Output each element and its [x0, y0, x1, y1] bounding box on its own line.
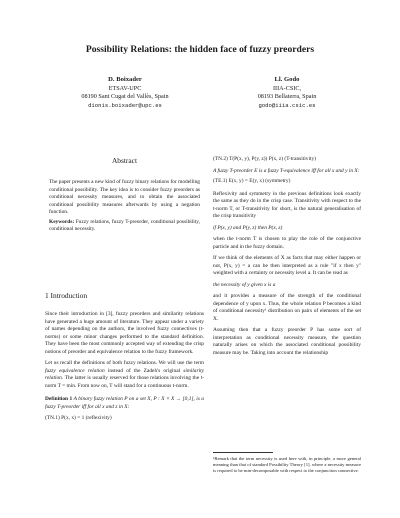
- equivalence-definition: A fuzzy T-preorder E is a fuzzy T-equivalence iff for all x and y in X:: [213, 167, 360, 174]
- right-paragraph-3: If we think of the elements of X as facts that may either happen or not, P(x, y) = a can be then interpreted as a rule "if x then y" weighted with a certainty or necessity level a. It can be read as: [213, 255, 361, 276]
- footnote-rule: [213, 452, 273, 453]
- author-address: 08193 Bellaterra, Spain: [257, 93, 317, 101]
- intro-text: The latter is usually reserved for those relations involving the t-norm T = min. From now on, T will stand for a continuous t-norm.: [45, 375, 204, 389]
- abstract-heading: Abstract: [111, 156, 138, 165]
- author-affiliation: ETSAV-UPC: [108, 84, 142, 92]
- abstract-body: The paper presents a new kind of fuzzy binary relations for modelling conditional possibility. The key idea is to consider fuzzy preorders as conditional necessity measures, and to obtain the associated conditional possibility measures afterwards by using a negation function.: [49, 179, 200, 215]
- keywords: [45, 219, 204, 234]
- right-paragraph-4: and it provides a measure of the strength of the conditional dependence of y upon x. Thus, the whole relation P becomes a kind of conditional necessity¹ distribution on pairs of elements of the set X.: [213, 293, 361, 322]
- property-te1: (TE.1) E(x, y) = E(y, x) (symmetry): [213, 178, 291, 184]
- formula-transitivity: if P(x, y) and P(y, z) then P(x, z): [213, 224, 283, 231]
- author-affiliation: IIIA-CSIC,: [272, 84, 301, 92]
- intro-text: Let us recall the definitions of both fuzzy relations. We will use the term: [45, 360, 204, 366]
- author-block-1: [60, 76, 190, 110]
- author-name: Ll. Godo: [274, 76, 300, 83]
- right-paragraph-1: Reflexivity and symmetry in the previous definitions look exactly the same as they do in the crisp case. Transitivity with respect to the t-norm T, or T-transitivity for short, is the natural generalisation of the crisp transitivity: [213, 190, 361, 219]
- intro-text: instead of the Zadeh's original: [107, 367, 181, 374]
- definition-text: A binary fuzzy relation P on a set X, P : X × X → [0,1], is a fuzzy T-preorder iff for all x and z in X:: [45, 396, 204, 410]
- paper-title: Possibility Relations: the hidden face of fuzzy preorders: [85, 44, 315, 55]
- property-tn1: (TN.1) P(x, x) = 1 (reflexivity): [45, 415, 112, 421]
- intro-emph: similarity relation.: [45, 367, 204, 381]
- right-paragraph-2: when the t-norm T is chosen to play the role of the conjunctive particle and in the fuzzy domain.: [213, 236, 361, 250]
- intro-paragraph-1: Since their introduction in [3], fuzzy preorders and similarity relations have generated a huge amount of literature. They appear under a variety of names depending on the authors, the involved fuzzy connectives (t-norms) or some minor changes performed to the standard definition. They have been the most commonly accepted way of extending the crisp notions of preorder and equivalence relation to the fuzzy framework.: [45, 311, 204, 355]
- author-email[interactable]: godo@iiia.csic.es: [258, 101, 316, 109]
- footnote: ¹Remark that the term necessity is used here with, in principle, a more general meaning than that of standard Possibility Theory [1], where a necessity measure is required to be min-decomposable with respect to the conjunction connective.: [213, 456, 361, 474]
- right-paragraph-5: Assuming then that a fuzzy preorder P has some sort of interpretation as conditional necessity measure, the question naturally arises on which the associated conditional possibility measure may be. Taking into account the relationship: [213, 327, 361, 356]
- author-address: 08190 Sant Cugat del Vallès, Spain: [81, 93, 169, 101]
- author-name: D. Boixader: [108, 76, 142, 83]
- keywords-text: Fuzzy relations, fuzzy T-preorder, conditional possibility, conditional necessity.: [49, 218, 200, 232]
- property-tn2: (TN.2) T(P(x, y), P(y, z)) P(x, z) (T-transitivity): [213, 156, 316, 162]
- introduction-body: [45, 311, 204, 423]
- right-column: [213, 156, 361, 357]
- keywords-label: Keywords:: [49, 218, 75, 225]
- section-heading-introduction: 1 Introduction: [45, 291, 88, 300]
- author-email[interactable]: dionis.boixader@upc.es: [88, 101, 162, 109]
- definition-1: [45, 396, 204, 411]
- formula-necessity: the necessity of y given x is a: [213, 281, 276, 288]
- abstract-section: [45, 156, 204, 234]
- intro-paragraph-2: [45, 360, 204, 390]
- definition-label: Definition 1: [45, 396, 73, 402]
- intro-emph: fuzzy equivalence relation: [45, 367, 105, 374]
- author-block-2: [222, 76, 352, 110]
